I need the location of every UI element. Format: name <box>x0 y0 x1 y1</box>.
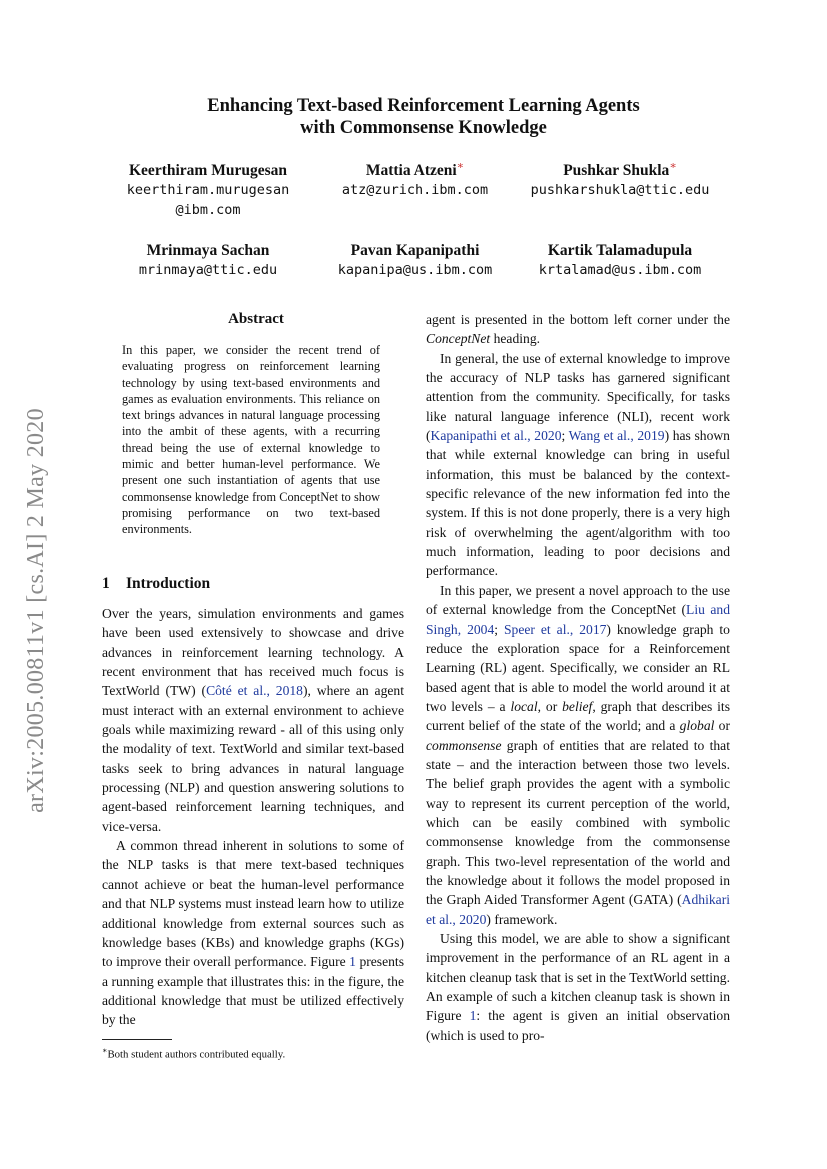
author-email: keerthiram.murugesan <box>126 182 290 199</box>
footnote-mark: ∗ <box>102 1046 108 1055</box>
arxiv-identifier: arXiv:2005.00811v1 [cs.AI] 2 May 2020 <box>22 407 49 813</box>
paragraph: In general, the use of external knowledge to improve the accuracy of NLP tasks has garnered significant attention from the community. Specifically, for tasks like natural language inference (NLI), recent work (Kapanipathi et al., 2020; Wang et al., 2019) has shown that while external knowledge can bring in useful information, this must be balanced by the context-specific relevance of the new information fed into the system. If this is not done properly, there is a very high risk of overwhelming the agent/algorithm with too much information, leading to poor decisions and performance. <box>426 350 730 579</box>
author-name: Mrinmaya Sachan <box>146 242 270 259</box>
author-email: pushkarshukla@ttic.edu <box>530 182 710 199</box>
footnote-rule <box>102 1039 172 1040</box>
citation-link[interactable]: Liu and Singh, 2004 <box>426 602 731 637</box>
title-line-1: Enhancing Text-based Reinforcement Learning Agents <box>207 96 640 116</box>
author-name: Pavan Kapanipathi <box>350 242 480 259</box>
paper-title <box>60 95 787 139</box>
author-block <box>510 241 730 280</box>
author-block <box>98 157 318 220</box>
author-block <box>510 157 730 200</box>
footnote-text: Both student authors contributed equally. <box>107 1048 286 1061</box>
paragraph: Over the years, simulation environments and games have been used extensively to showcase and drive advances in reinforcement learning technology. A recent environment that has received much focus is TextWorld (TW) (Côté et al., 2018), where an agent must interact with an external environment to achieve goals while maximizing reward - all of this using only the modality of text. TextWorld and similar text-based tasks seek to bring advances in natural language processing (NLP) and question answering solutions to agent-based reinforcement learning techniques, and vice-versa. <box>102 606 404 834</box>
title-line-2: with Commonsense Knowledge <box>300 118 547 138</box>
author-block <box>305 157 525 200</box>
equal-contribution-mark: ∗ <box>669 160 677 172</box>
section-title: Introduction <box>126 575 211 592</box>
author-block <box>305 241 525 280</box>
left-column <box>102 604 404 1030</box>
citation-link[interactable]: Adhikari et al., 2020 <box>426 892 730 927</box>
figure-ref-link[interactable]: 1 <box>469 1008 477 1024</box>
right-column <box>426 310 730 1045</box>
section-number: 1 <box>102 575 110 592</box>
abstract-heading: Abstract <box>228 311 284 327</box>
citation-link[interactable]: Speer et al., 2017 <box>504 621 607 637</box>
author-email-continued: @ibm.com <box>175 202 241 219</box>
paragraph: In this paper, we present a novel approach to the use of external knowledge from the ConceptNet (Liu and Singh, 2004; Speer et al., 2017) knowledge graph to reduce the exploration space for a Reinforcement Learning (RL) agent. Specifically, we consider an RL based agent that is able to model the world around it at two levels – a local, or belief, graph that describes its current belief of the state of the world; and a global or commonsense graph of entities that are related to that state – and the interaction between those two levels. The belief graph provides the agent with a symbolic way to represent its current perception of the world, which can be easily combined with symbolic commonsense knowledge from the commonsense graph. This two-level representation of the world and the knowledge about it follows the model proposed in the Graph Aided Transformer Agent (GATA) (Adhikari et al., 2020) framework. <box>426 582 731 927</box>
author-email: mrinmaya@ttic.edu <box>138 262 278 278</box>
citation-link[interactable]: Côté et al., 2018 <box>206 683 303 699</box>
author-email: kapanipa@us.ibm.com <box>337 262 493 278</box>
paragraph: A common thread inherent in solutions to some of the NLP tasks is that mere text-based techniques cannot achieve or beat the human-level performance and that NLP systems must instead learn how to utilize additional knowledge from external sources such as knowledge bases (KBs) and knowledge graphs (KGs) to improve their overall performance. Figure 1 presents a running example that illustrates this: in the figure, the additional knowledge that must be utilized effectively by the <box>102 838 404 1028</box>
paragraph: agent is presented in the bottom left corner under the ConceptNet heading. <box>426 312 730 347</box>
author-name: Kartik Talamadupula <box>547 242 693 259</box>
author-email: krtalamad@us.ibm.com <box>538 262 702 278</box>
arxiv-sidebar-stamp <box>22 370 50 850</box>
paragraph: Using this model, we are able to show a significant improvement in the performance of an RL agent in a kitchen cleanup task that is set in the TextWorld setting. An example of such a kitchen cleanup task is shown in Figure 1: the agent is given an initial observation (which is used to pro- <box>426 931 730 1043</box>
author-name: Mattia Atzeni <box>365 162 457 180</box>
figure-ref-link[interactable]: 1 <box>349 954 356 970</box>
section-heading <box>102 575 210 593</box>
equal-contribution-mark: ∗ <box>456 160 465 172</box>
author-name: Keerthiram Murugesan <box>129 162 287 180</box>
footnote <box>102 1046 285 1061</box>
citation-link[interactable]: Wang et al., 2019 <box>568 428 665 444</box>
author-block <box>98 241 318 280</box>
abstract-text: In this paper, we consider the recent trend of evaluating progress on reinforcement learning technology by using text-based environments and games as evaluation environments. This reliance on text brings advances in natural language processing into the ambit of these agents, with a recurring thread being the use of external knowledge to mimic and better human-level performance. We present one such instantiation of agents that use commonsense knowledge from ConceptNet to show promising performance on two text-based environments. <box>122 343 380 537</box>
author-name: Pushkar Shukla <box>563 162 670 180</box>
citation-link[interactable]: Kapanipathi et al., 2020 <box>430 428 562 444</box>
author-email: atz@zurich.ibm.com <box>341 182 489 199</box>
